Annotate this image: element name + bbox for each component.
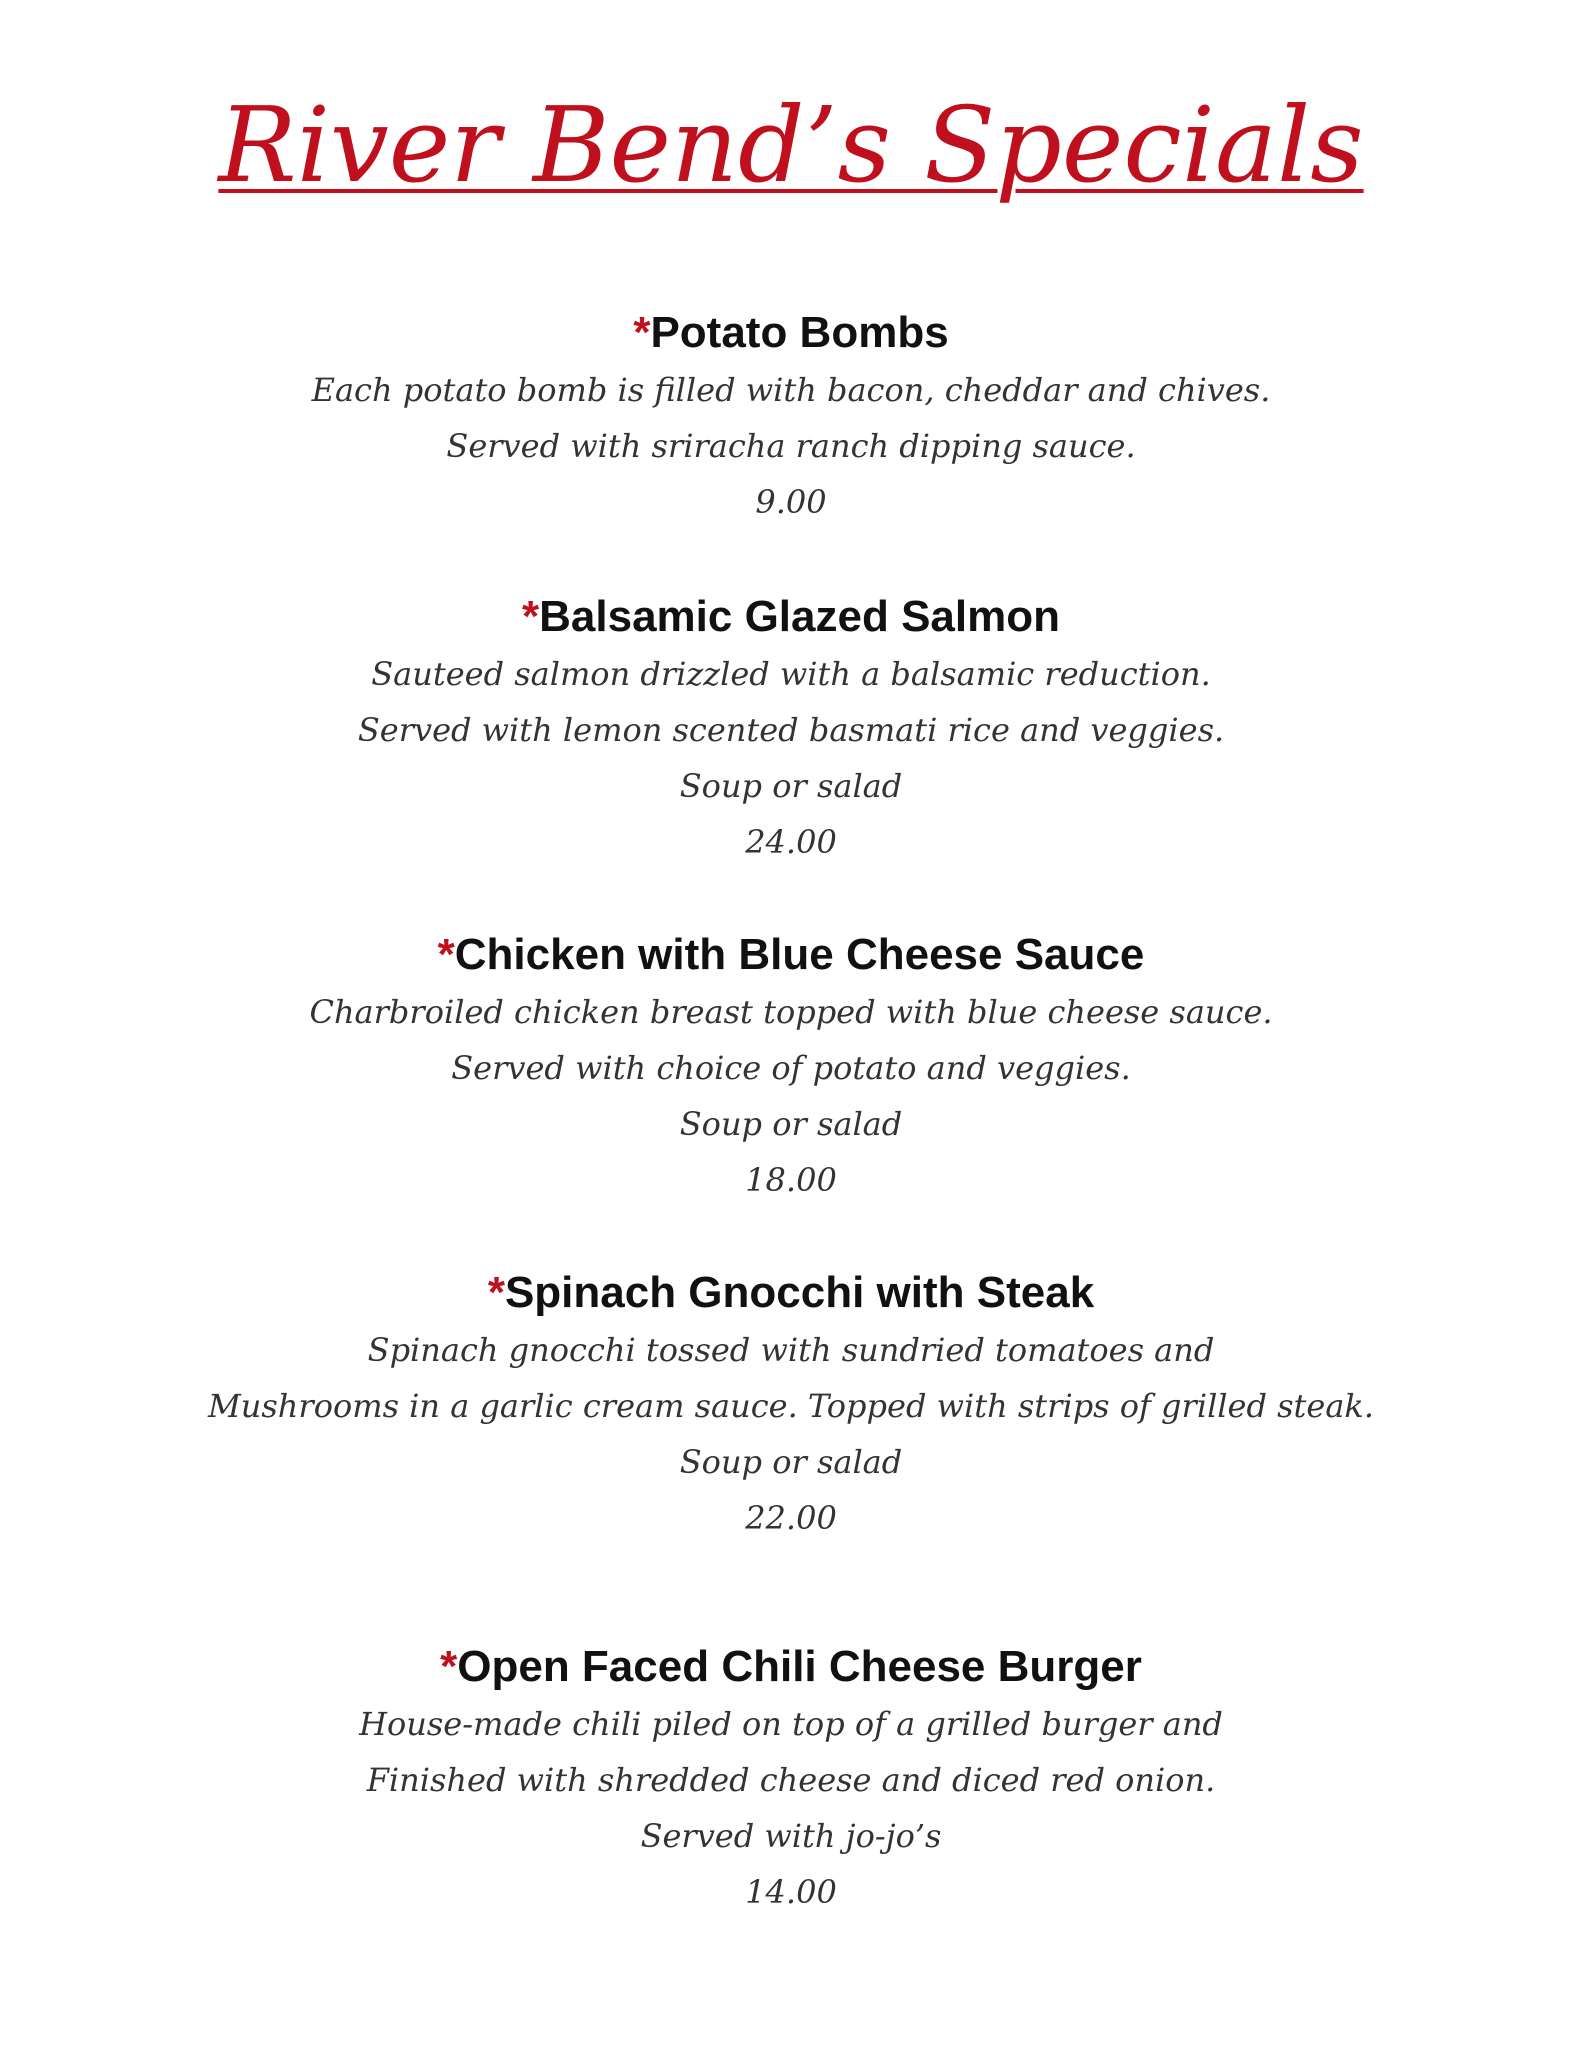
item-description: House-made chili piled on top of a grilled burger and — [359, 1705, 1223, 1743]
asterisk-marker: * — [437, 930, 455, 979]
item-serving: Served with sriracha ranch dipping sauce. — [446, 427, 1136, 465]
item-side: Soup or salad — [679, 767, 903, 805]
item-serving: Served with jo-jo’s — [640, 1817, 942, 1855]
item-name-text: Open Faced Chili Cheese Burger — [457, 1642, 1142, 1691]
item-price: 9.00 — [755, 483, 827, 521]
asterisk-marker: * — [522, 592, 540, 641]
item-description-cont: Mushrooms in a garlic cream sauce. Topped with strips of grilled steak. — [208, 1387, 1374, 1425]
menu-item-balsamic-glazed-salmon — [0, 588, 1582, 870]
menu-item-chicken-blue-cheese — [0, 926, 1582, 1208]
item-side: Soup or salad — [679, 1105, 903, 1143]
item-description: Spinach gnocchi tossed with sundried tomatoes and — [367, 1331, 1215, 1369]
menu-item-chili-cheese-burger — [0, 1638, 1582, 1920]
item-description: Charbroiled chicken breast topped with blue cheese sauce. — [309, 993, 1273, 1031]
item-name — [0, 926, 1582, 984]
item-serving: Served with choice of potato and veggies. — [451, 1049, 1131, 1087]
asterisk-marker: * — [487, 1268, 505, 1317]
item-description-cont: Finished with shredded cheese and diced red onion. — [366, 1761, 1216, 1799]
item-name-text: Spinach Gnocchi with Steak — [504, 1268, 1095, 1317]
item-price: 22.00 — [745, 1499, 837, 1537]
item-name — [0, 1638, 1582, 1696]
item-description: Each potato bomb is filled with bacon, cheddar and chives. — [311, 371, 1271, 409]
item-description: Sauteed salmon drizzled with a balsamic reduction. — [371, 655, 1211, 693]
item-name-text: Chicken with Blue Cheese Sauce — [454, 930, 1145, 979]
item-price: 18.00 — [745, 1161, 837, 1199]
item-price: 24.00 — [745, 823, 837, 861]
item-name-text: Potato Bombs — [650, 308, 949, 357]
page-title: River Bend’s Specials — [218, 84, 1364, 206]
asterisk-marker: * — [440, 1642, 458, 1691]
asterisk-marker: * — [633, 308, 651, 357]
item-name — [0, 304, 1582, 362]
menu-item-spinach-gnocchi-steak — [0, 1264, 1582, 1546]
item-side: Soup or salad — [679, 1443, 903, 1481]
item-name — [0, 588, 1582, 646]
item-price: 14.00 — [745, 1873, 837, 1911]
item-serving: Served with lemon scented basmati rice and veggies. — [357, 711, 1225, 749]
menu-item-potato-bombs — [0, 304, 1582, 530]
item-name-text: Balsamic Glazed Salmon — [539, 592, 1060, 641]
item-name — [0, 1264, 1582, 1322]
